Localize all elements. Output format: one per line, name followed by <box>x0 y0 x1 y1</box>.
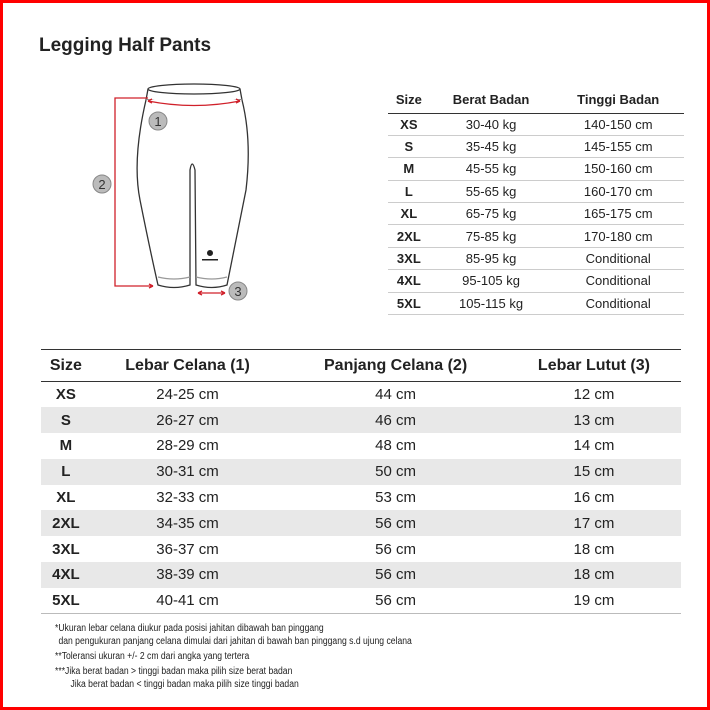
note-3 <box>55 665 412 691</box>
table-cell: 32-33 cm <box>156 489 219 507</box>
table-cell: 56 cm <box>375 540 416 558</box>
table-cell: 38-39 cm <box>91 562 285 588</box>
table-cell: L <box>41 459 91 485</box>
table-cell: XL <box>388 203 430 225</box>
table-cell: 165-175 cm <box>552 203 684 225</box>
table-cell: 19 cm <box>507 588 681 614</box>
table-cell: 18 cm <box>573 540 615 558</box>
header-lebar-lutut: Lebar Lutut (3) <box>507 350 681 382</box>
table-cell: 26-27 cm <box>91 407 285 433</box>
table-row <box>388 158 684 180</box>
note-2: **Toleransi ukuran +/- 2 cm dari angka yang tertera <box>55 651 250 662</box>
table-cell: 14 cm <box>573 437 615 455</box>
table-cell: 45-55 kg <box>430 158 553 180</box>
table-cell: Conditional <box>552 270 684 292</box>
table-cell: 24-25 cm <box>156 386 219 404</box>
table-cell: 65-75 kg <box>430 203 553 225</box>
marker-1: 1 <box>154 114 162 129</box>
table-row <box>41 588 681 614</box>
table-row <box>41 485 681 511</box>
table-cell: 75-85 kg <box>430 225 553 247</box>
table-row <box>388 292 684 314</box>
note-line: *Ukuran lebar celana diukur pada posisi jahitan dibawah ban pinggang <box>55 623 324 634</box>
table-cell: M <box>59 437 73 455</box>
note-1 <box>55 622 412 648</box>
marker-2: 2 <box>98 177 106 192</box>
table-cell: 85-95 kg <box>430 247 553 269</box>
header-berat: Berat Badan <box>430 87 553 113</box>
table-cell: 5XL <box>41 588 91 614</box>
header-lebar-celana: Lebar Celana (1) <box>91 350 285 382</box>
table-cell: 48 cm <box>375 437 416 455</box>
table-cell: 30-31 cm <box>91 459 285 485</box>
marker-3: 3 <box>234 284 242 299</box>
table-cell: S <box>41 407 91 433</box>
note-line: dan pengukuran panjang celana dimulai dari jahitan di bawah ban pinggang s.d ujung celana <box>58 636 412 647</box>
page-title: Legging Half Pants <box>39 35 212 56</box>
table-cell: 50 cm <box>284 459 507 485</box>
table-cell: 35-45 kg <box>430 135 553 157</box>
header-panjang-celana: Panjang Celana (2) <box>284 350 507 382</box>
measurement-table <box>41 349 681 614</box>
table-cell: 16 cm <box>573 489 615 507</box>
table-row <box>41 433 681 459</box>
table-cell: 140-150 cm <box>552 113 684 135</box>
table-cell: Conditional <box>552 247 684 269</box>
table-cell: L <box>388 180 430 202</box>
table-cell: 145-155 cm <box>552 135 684 157</box>
table-cell: XS <box>388 113 430 135</box>
table-cell: 170-180 cm <box>552 225 684 247</box>
table-row <box>388 203 684 225</box>
header-tinggi: Tinggi Badan <box>552 87 684 113</box>
table-cell: 160-170 cm <box>552 180 684 202</box>
table-cell: 28-29 cm <box>156 437 219 455</box>
table-cell: 56 cm <box>284 588 507 614</box>
table-row <box>388 180 684 202</box>
table-cell: 2XL <box>388 225 430 247</box>
table-row <box>41 510 681 536</box>
table-row <box>41 459 681 485</box>
table-cell: M <box>388 158 430 180</box>
header-size: Size <box>41 350 91 382</box>
table-cell: 56 cm <box>284 562 507 588</box>
table-cell: 3XL <box>52 540 80 558</box>
table-cell: XS <box>55 386 76 404</box>
table-cell: 2XL <box>41 510 91 536</box>
note-line: Jika berat badan < tinggi badan maka pilih size tinggi badan <box>70 679 299 690</box>
table-cell: S <box>388 135 430 157</box>
table-row <box>41 407 681 433</box>
table-row <box>388 225 684 247</box>
table-cell: 4XL <box>388 270 430 292</box>
table-cell: 40-41 cm <box>91 588 285 614</box>
header-size: Size <box>388 87 430 113</box>
table-row <box>41 382 681 408</box>
table-cell: 13 cm <box>507 407 681 433</box>
table-cell: 150-160 cm <box>552 158 684 180</box>
table-cell: Conditional <box>552 292 684 314</box>
table-row <box>388 270 684 292</box>
table-cell: 5XL <box>388 292 430 314</box>
table-cell: 105-115 kg <box>430 292 553 314</box>
notes <box>55 622 412 693</box>
table-cell: 30-40 kg <box>430 113 553 135</box>
table-cell: 4XL <box>41 562 91 588</box>
table-cell: 3XL <box>388 247 430 269</box>
table-cell: 95-105 kg <box>430 270 553 292</box>
table-cell: 36-37 cm <box>156 540 219 558</box>
table-row <box>388 135 684 157</box>
table-row <box>41 562 681 588</box>
table-cell: 46 cm <box>284 407 507 433</box>
table-cell: XL <box>56 489 76 507</box>
table-cell: 15 cm <box>507 459 681 485</box>
body-size-table <box>388 87 684 315</box>
table-cell: 18 cm <box>507 562 681 588</box>
note-line: ***Jika berat badan > tinggi badan maka pilih size berat badan <box>55 666 293 677</box>
table-cell: 34-35 cm <box>91 510 285 536</box>
table-cell: 53 cm <box>375 489 416 507</box>
table-cell: 12 cm <box>573 386 615 404</box>
table-row <box>388 247 684 269</box>
table-cell: 56 cm <box>284 510 507 536</box>
table-cell: 17 cm <box>507 510 681 536</box>
table-cell: 55-65 kg <box>430 180 553 202</box>
table-row <box>388 113 684 135</box>
size-chart-page <box>3 3 707 707</box>
table-row <box>41 536 681 562</box>
table-cell: 44 cm <box>375 386 416 404</box>
